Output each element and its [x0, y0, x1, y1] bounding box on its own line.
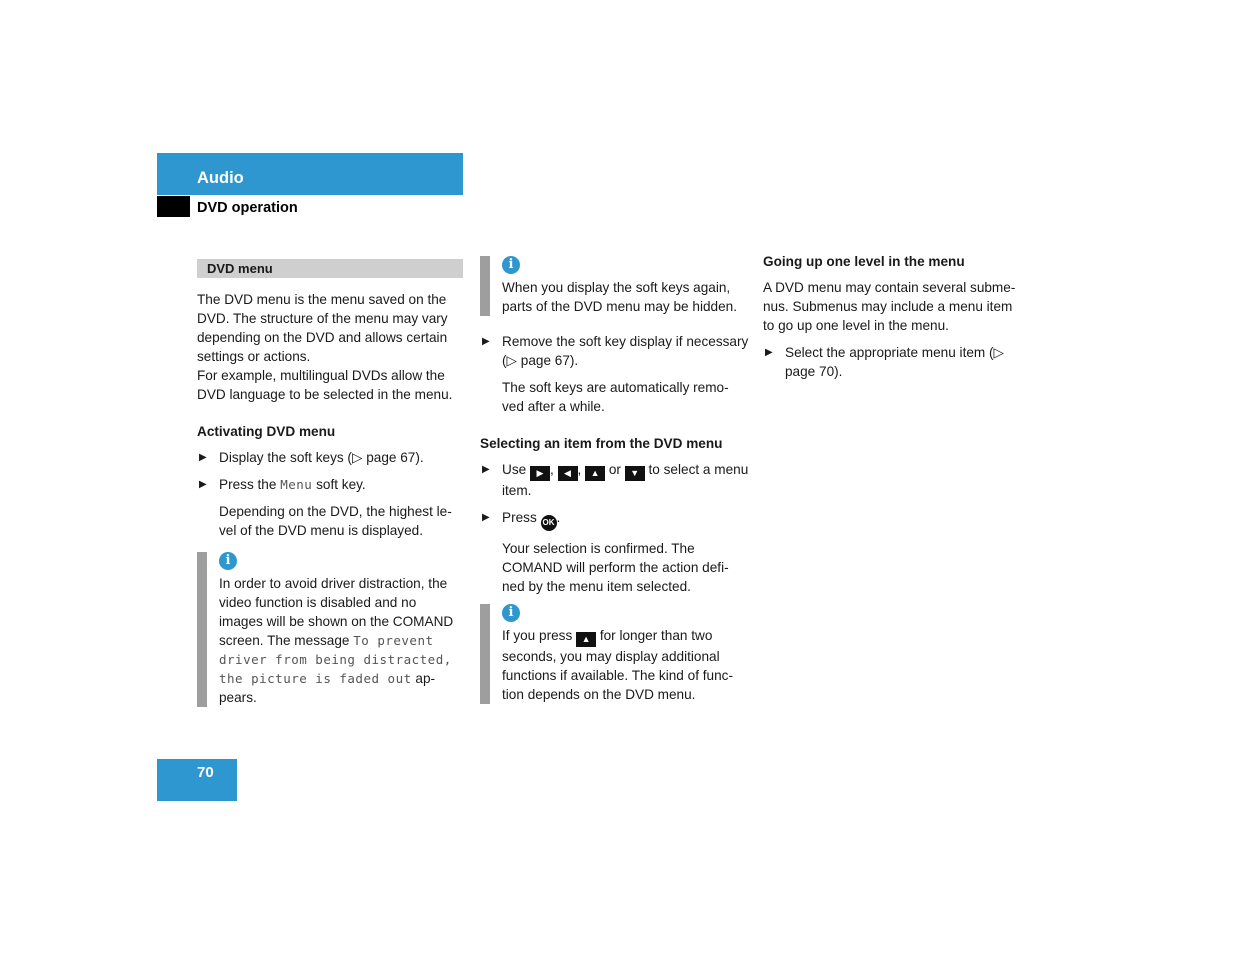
info-bar [197, 552, 207, 707]
info-note-distraction: i In order to avoid driver distraction, the video function is disabled and no images will be shown on the COMAND screen. The message To prevent driver from being distracted, the picture is faded out ap-pears. [197, 552, 463, 707]
result-text: Your selection is confirmed. The COMAND will perform the action defi-ned by the menu item selected. [502, 541, 729, 594]
info-bar [480, 604, 490, 704]
info-icon: i [219, 552, 237, 570]
result-text: The soft keys are automatically remo-ved after a while. [502, 380, 729, 414]
arrow-right-icon: ▶ [482, 512, 490, 523]
arrow-right-icon: ▶ [199, 452, 207, 463]
ok-button-icon: OK [541, 515, 557, 531]
going-up-heading: Going up one level in the menu [763, 254, 965, 269]
selecting-heading: Selecting an item from the DVD menu [480, 436, 723, 451]
arrow-right-icon: ▶ [482, 336, 490, 347]
step-remove-softkeys: ▶ Remove the soft key display if necessary (▷ page 67). [482, 334, 749, 368]
intro-paragraph: The DVD menu is the menu saved on the DVD. The structure of the menu may vary depending on the DVD and allows certain settings or actions. [197, 292, 448, 364]
info-note-hidden: i When you display the soft keys again, parts of the DVD menu may be hidden. [480, 256, 750, 316]
up-key-icon: ▲ [576, 632, 596, 647]
arrow-right-icon: ▶ [482, 464, 490, 475]
left-key-icon: ◀ [558, 466, 578, 481]
dvd-menu-section-bar: DVD menu [197, 259, 463, 278]
info-bar [480, 256, 490, 316]
menu-softkey-label: Menu [280, 477, 313, 492]
step-press-menu: ▶ Press the Menu soft key. [199, 477, 366, 492]
step-use-keys: ▶ Use ▶ , ◀ , ▲ or ▼ to select a menu item. [482, 462, 749, 498]
column-1 [197, 259, 463, 707]
step-select-item: ▶ Select the appropriate menu item (▷ page 70). [765, 345, 1005, 379]
down-key-icon: ▼ [625, 466, 645, 481]
message-text: To prevent driver from being distracted, the picture is faded out [219, 633, 452, 686]
arrow-right-icon: ▶ [765, 347, 773, 358]
page-number: 70 [197, 764, 214, 781]
info-icon: i [502, 604, 520, 622]
column-3 [763, 252, 1025, 389]
chapter-title: Audio [197, 169, 244, 187]
going-up-body: A DVD menu may contain several subme-nus. Submenus may include a menu item to go up one level in the menu. [763, 280, 1016, 333]
right-key-icon: ▶ [530, 466, 550, 481]
info-note-longpress: i If you press ▲ for longer than two seconds, you may display additional functions if available. The kind of func-tion depends on the DVD menu. [480, 604, 750, 704]
activating-heading: Activating DVD menu [197, 424, 336, 439]
section-title: DVD operation [197, 200, 298, 216]
intro-paragraph-2: For example, multilingual DVDs allow the DVD language to be selected in the menu. [197, 368, 453, 402]
column-2 [480, 256, 750, 704]
step-press-ok: ▶ Press OK . [480, 508, 750, 531]
info-icon: i [502, 256, 520, 274]
result-text: Depending on the DVD, the highest le-vel of the DVD menu is displayed. [219, 504, 452, 538]
step-display-softkeys: ▶ Display the soft keys (▷ page 67). [199, 450, 424, 465]
section-marker [157, 196, 190, 217]
arrow-right-icon: ▶ [199, 479, 207, 490]
up-key-icon: ▲ [585, 466, 605, 481]
